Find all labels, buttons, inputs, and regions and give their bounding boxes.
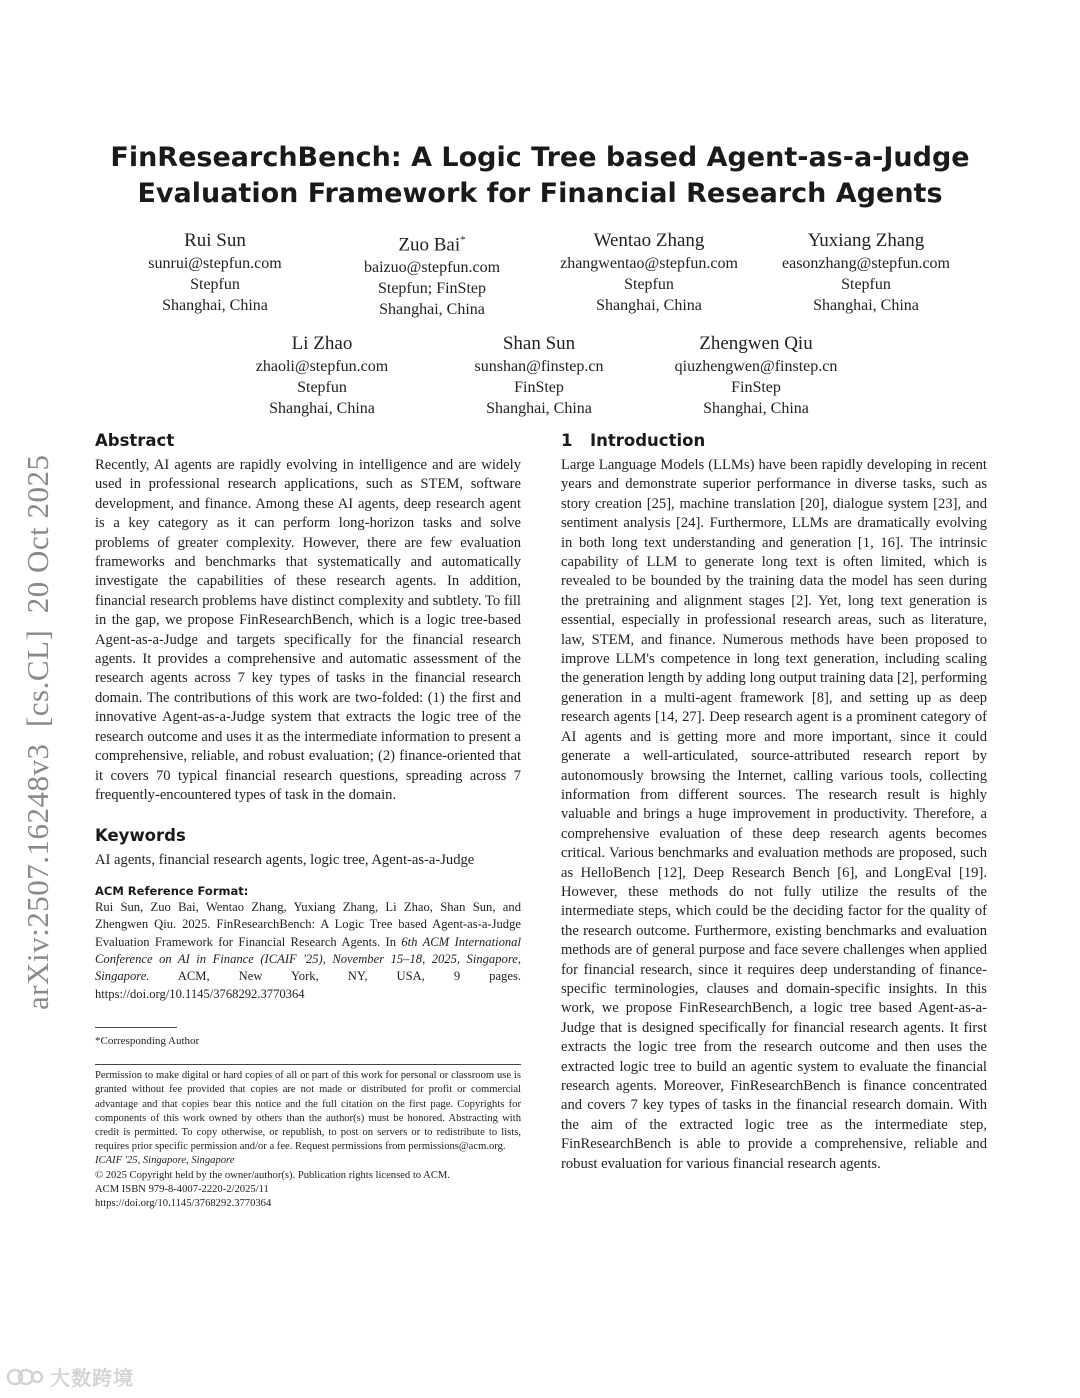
left-column [95, 430, 521, 1211]
acm-reference-heading: ACM Reference Format: [95, 883, 249, 898]
acm-reference-text: Rui Sun, Zuo Bai, Wentao Zhang, Yuxiang Zhang, Li Zhao, Shan Sun, and Zhengwen Qiu. 2025. FinResearchBench: A Logic Tree based Agent-as-a-Judge Evaluation Framework for Financial Research Agents. In 6th ACM International Conference on AI in Finance (ICAIF '25), November 15–18, 2025, Singapore, Singapore. ACM, New York, NY, USA, 9 pages. https://doi.org/10.1145/3768292.3770364 [95, 899, 521, 1001]
introduction-text: Large Language Models (LLMs) have been rapidly developing in recent years and demonstrate superior performance in diverse tasks, such as story creation [25], machine translation [20], dialogue system [23], and sentiment analysis [24]. Furthermore, LLMs are dramatically evolving in both long text understanding and generation [1, 16]. The intrinsic capability of LLM to generate long text is often limited, which is revealed to be bounded by the training data the model has seen during the pretraining and alignment stages [2]. Yet, long text generation is essential, especially in professional research areas, such as literature, law, STEM, and finance. Numerous methods have been proposed to improve LLM's competence in long text generation, including scaling the generation length by adding long output training data [2], performing generation in a multi-agent framework [8], and setting up as deep research agents [14, 27]. Deep research agent is a prominent category of AI agents and is getting more and more important, since it could generate a well-articulated, source-attributed research report by autonomously browsing the Internet, calling various tools, collecting information from different sources. The research result is highly valuable and brings a huge improvement in productivity. Therefore, a comprehensive evaluation of these deep research agents becomes critical. Various benchmarks and evaluation methods are proposed, such as HelloBench [12], Deep Research Bench [6], and LongEval [19]. However, these methods do not fully utilize the results of the intermediate steps, which could be the deciding factor for the quality of the research outcome. Furthermore, existing benchmarks and evaluation methods are of general purpose and face severe challenges when applied for financial research, since it requires deep understanding of finance-specific terminologies, clauses and domain-specific insights. In this work, we propose FinResearchBench, a logic tree based Agent-as-a-Judge that is designed specifically for financial research agents. It first extracts the logic tree from the research outcome and then uses the extracted logic tree to build an agentic system to evaluate the financial research agents. Moreover, FinResearchBench is finance concentrated and covers 7 key types of tasks in the financial research domain. With the aim of the extracted logic tree as the intermediate step, FinResearchBench is able to provide a comprehensive, reliable and robust evaluation for various financial research agents. [561, 457, 987, 1172]
doi-link[interactable]: https://doi.org/10.1145/3768292.3770364 [95, 1197, 272, 1209]
author-location: Shanghai, China [162, 297, 268, 314]
author-location: Shanghai, China [269, 400, 375, 417]
author-email[interactable]: qiuzhengwen@finstep.cn [674, 358, 838, 375]
author-affiliation: FinStep [514, 379, 564, 396]
author-affiliation: FinStep [731, 379, 781, 396]
isbn-line: ACM ISBN 979-8-4007-2220-2/2025/11 [95, 1183, 269, 1195]
footnote-divider [95, 1027, 177, 1028]
author-name: Zuo Bai* [398, 234, 466, 256]
corresponding-author-mark: * [460, 234, 466, 246]
permission-block [95, 1064, 521, 1211]
author-email[interactable]: sunrui@stepfun.com [148, 255, 282, 272]
author-email[interactable]: sunshan@finstep.cn [474, 358, 604, 375]
author-affiliation: Stepfun [190, 276, 240, 293]
author-block [539, 228, 759, 316]
permission-divider [95, 1064, 521, 1065]
acm-reference-venue: 6th ACM International Conference on AI in Finance (ICAIF '25), November 15–18, 2025, Singapore, Singapore. [95, 934, 521, 984]
author-name: Rui Sun [184, 230, 246, 251]
author-block [322, 228, 542, 320]
author-affiliation: Stepfun [297, 379, 347, 396]
author-location: Shanghai, China [486, 400, 592, 417]
title-line: FinResearchBench: A Logic Tree based Agent-as-a-Judge [110, 142, 970, 173]
author-name: Li Zhao [291, 333, 353, 354]
paper-title [95, 140, 985, 212]
author-affiliation: Stepfun [624, 276, 674, 293]
author-name: Zhengwen Qiu [699, 333, 813, 354]
author-location: Shanghai, China [596, 297, 702, 314]
section-number: 1 [561, 431, 573, 450]
author-location: Shanghai, China [813, 297, 919, 314]
author-location: Shanghai, China [379, 301, 485, 319]
watermark [6, 1362, 134, 1393]
author-block [756, 228, 976, 316]
author-email[interactable]: zhaoli@stepfun.com [255, 358, 389, 375]
author-email[interactable]: easonzhang@stepfun.com [781, 255, 950, 272]
author-block [429, 331, 649, 419]
author-affiliation: Stepfun [841, 276, 891, 293]
right-column [561, 430, 987, 1174]
conference-venue: ICAIF '25, Singapore, Singapore [95, 1155, 235, 1167]
section-title: Introduction [590, 431, 706, 450]
author-block [646, 331, 866, 419]
author-email[interactable]: zhangwentao@stepfun.com [560, 255, 738, 272]
author-location: Shanghai, China [703, 400, 809, 417]
acm-reference-tail[interactable]: ACM, New York, NY, USA, 9 pages. https://doi.org/10.1145/3768292.3770364 [95, 969, 521, 1001]
introduction-heading [561, 430, 987, 452]
footnote-corresponding-author: *Corresponding Author [95, 1035, 200, 1048]
abstract-text: Recently, AI agents are rapidly evolving in intelligence and are widely used in professional research applications, such as STEM, software development, and finance. Among these AI agents, deep research agent is a key category as it can perform long-horizon tasks and solve problems of greater complexity. However, there are few evaluation frameworks and benchmarks that systematically and automatically investigate the capabilities of these research agents. In addition, financial research problems have distinct complexity and subtlety. To fill in the gap, we propose FinResearchBench, which is a logic tree-based Agent-as-a-Judge and targets specifically for the financial research agents. It provides a comprehensive and automatic assessment of the research agents across 7 key types of tasks in the financial research domain. The contributions of this work are two-folded: (1) the first and innovative Agent-as-a-Judge system that extracts the logic tree of the research outcome and uses it as the intermediate information to present a comprehensive, reliable, and robust evaluation; (2) finance-oriented that it covers 70 typical financial research questions, spreading across 7 frequently-encountered types of task in the domain. [95, 457, 521, 803]
author-affiliation: Stepfun; FinStep [377, 280, 486, 298]
copyright-notice: © 2025 Copyright held by the owner/author(s). Publication rights licensed to ACM. [95, 1169, 450, 1181]
footnote-block [95, 1027, 521, 1048]
arxiv-identifier[interactable]: arXiv:2507.16248v3 [cs.CL] 20 Oct 2025 [20, 454, 55, 1010]
keywords-text: AI agents, financial research agents, logic tree, Agent-as-a-Judge [95, 852, 475, 869]
title-line: Evaluation Framework for Financial Research Agents [137, 178, 943, 209]
author-name: Shan Sun [502, 333, 576, 354]
author-block [212, 331, 432, 419]
author-email[interactable]: baizuo@stepfun.com [363, 259, 501, 277]
abstract-heading: Abstract [95, 431, 175, 450]
author-name: Wentao Zhang [593, 230, 705, 251]
keywords-heading: Keywords [95, 826, 186, 846]
watermark-logo-icon [6, 1366, 44, 1393]
author-block [105, 228, 325, 316]
permission-text: Permission to make digital or hard copies of all or part of this work for personal or classroom use is granted without fee provided that copies are not made or distributed for profit or commercial advantage and that copies bear this notice and the full citation on the first page. Copyrights for components of this work owned by others than the author(s) must be honored. Abstracting with credit is permitted. To copy otherwise, or republish, to post on servers or to redistribute to lists, requires prior specific permission and/or a fee. Request permissions from permissions@acm.org. [95, 1070, 521, 1153]
author-name: Yuxiang Zhang [807, 230, 925, 251]
watermark-text: 大数跨境 [50, 1366, 134, 1390]
